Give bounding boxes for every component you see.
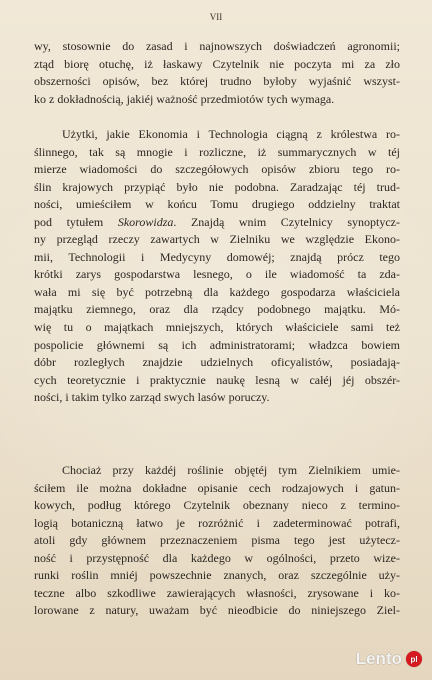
text-line: majątku ziemnego, oraz dla rządcy podobnego majątku. Mó- xyxy=(34,302,400,317)
watermark-pl-badge: pl xyxy=(406,651,422,667)
text-line: atoli gdy głównem przeznaczeniem pisma tego jest użytecz- xyxy=(34,533,400,548)
text-line: pospolicie głównemi są ich administratorami; władzca bowiem xyxy=(34,337,400,352)
text-line: ności, umieściłem w końcu Tomu drugiego oddzielny traktat xyxy=(34,197,400,212)
text-line: ność i przystępność dla każdego w ogólności, przeto wize- xyxy=(34,550,400,565)
text-line: ko z dokładnością, jakiéj ważność przedmiotów tych wymaga. xyxy=(34,91,335,106)
text-line: krótki zarys gospodarstwa lesnego, o ile wiadomość ta zda- xyxy=(34,267,400,282)
text-line: cych teoretycznie i praktycznie naukę lesną w całéj jéj obszér- xyxy=(34,372,400,387)
watermark-text: Lento xyxy=(355,649,402,668)
paragraph-2 xyxy=(34,126,400,407)
text-line: ny przegląd rzeczy zawartych w Zielniku we względzie Ekono- xyxy=(34,232,400,247)
text-line: ślinnego, tak są mnogie i rozliczne, iż summarycznych w téj xyxy=(34,144,400,159)
text-line: Chociaż przy każdéj roślinie objętéj tym Zielnikiem umie- xyxy=(62,463,400,477)
text-line: ności, i takim tylko zarząd swych lasów poruczy. xyxy=(34,390,270,405)
page-number: VII xyxy=(209,12,223,22)
text-line: obszerności opisów, bez której trudno byłoby wyjaśnić wszyst- xyxy=(34,74,400,89)
text-line: lorowane z natury, uważam być nieodbicie do niniejszego Ziel- xyxy=(34,603,400,618)
text-line: kowych, podług którego Czytelnik obeznany nieco z termino- xyxy=(34,498,400,513)
text-line: Użytki, jakie Ekonomia i Technologia ciągną z królestwa ro- xyxy=(62,127,400,141)
text-line: teczne albo szkodliwe zawierających własności, zrysowane i ko- xyxy=(34,585,400,600)
text-line: mii, Technologii i Medycyny domowéj; znajdą prócz tego xyxy=(34,249,400,264)
text-line: wy, stosownie do zasad i najnowszych doświadczeń agronomii; xyxy=(34,39,400,53)
text-line: wię tu o majątkach mniejszych, których właściciele sami też xyxy=(34,320,400,335)
text-line: ztąd biorę otuchę, iż łaskawy Czytelnik nie poczyta mi za zło xyxy=(34,56,400,71)
text-line: runki roślin mniéj powszechnie znanych, oraz szczególnie uży- xyxy=(34,568,400,583)
text-line: ślin krajowych przypiąć było nie podobna. Zaradzając téj trud- xyxy=(34,179,400,194)
paragraph-1 xyxy=(34,38,400,108)
text-line: mierze wiadomości do szczegółowych opisów zbioru tego ro- xyxy=(34,162,400,177)
text-line: ściłem ile można dokładne opisanie cech rodzajowych i gatun- xyxy=(34,480,400,495)
text-line: dóbr rozległych znajdzie udzielnych oficyalistów, posiadają- xyxy=(34,355,400,370)
text-line: pod tytułem Skorowidza. Znajdą wnim Czytelnicy synoptycz- xyxy=(34,214,400,229)
text-line: logią botaniczną łatwo je rozróżnić i zadeterminować potrafi, xyxy=(34,515,400,530)
text-line: wała mi się być potrzebną dla każdego gospodarza właściciela xyxy=(34,284,400,299)
paragraph-3 xyxy=(34,462,400,620)
lento-watermark xyxy=(340,646,422,672)
